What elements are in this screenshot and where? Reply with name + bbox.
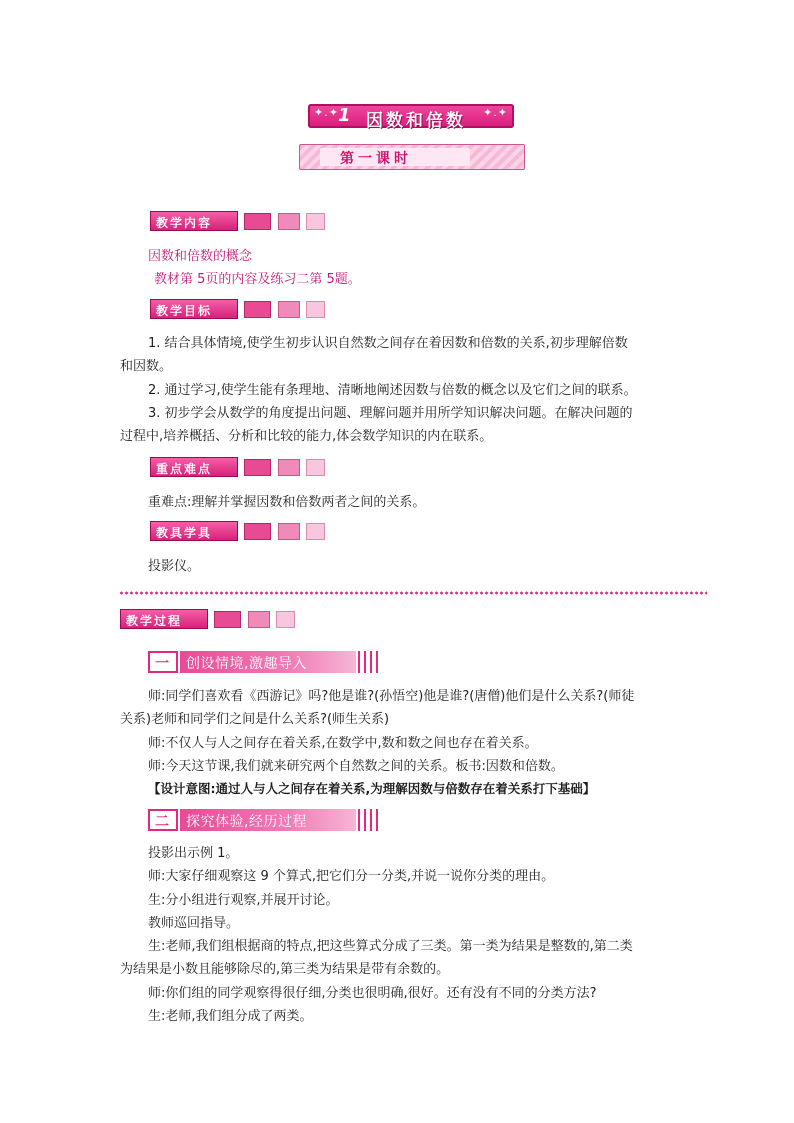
decor-square <box>278 301 300 318</box>
decor-square <box>276 611 295 628</box>
lesson-label: 第一课时 <box>340 151 412 167</box>
step-number: 二 <box>155 814 169 830</box>
step-number-box <box>148 651 178 673</box>
decor-square <box>278 523 300 540</box>
step-title: 探究体验,经历过程 <box>186 814 307 830</box>
step2-line-5a: 生:老师,我们组根据商的特点,把这些算式分成了三类。第一类为结果是整数的,第二类 <box>148 939 633 954</box>
section-header-tools <box>150 521 330 541</box>
lesson-banner <box>299 144 525 170</box>
chapter-number: 1 <box>338 105 351 126</box>
section-title: 重点难点 <box>156 462 213 476</box>
section-header-goals <box>150 299 330 319</box>
section-title: 教具学具 <box>156 526 213 540</box>
content-material: 教材第 5页的内容及练习二第 5题。 <box>154 272 361 287</box>
step2-line-6: 师:你们组的同学观察得很仔细,分类也很明确,很好。还有没有不同的分类方法? <box>148 986 597 1001</box>
section-tag <box>150 211 238 231</box>
stripe-decoration <box>358 651 382 673</box>
step-title: 创设情境,激趣导入 <box>186 656 307 672</box>
star-decoration-icon: ✦.✦ <box>314 106 339 119</box>
step1-para-3: 师:今天这节课,我们就来研究两个自然数之间的关系。板书:因数和倍数。 <box>148 759 564 774</box>
tools-text: 投影仪。 <box>148 559 201 574</box>
content-topic: 因数和倍数的概念 <box>148 249 253 264</box>
step2-line-2: 师:大家仔细观察这 9 个算式,把它们分一分类,并说一说你分类的理由。 <box>148 869 555 884</box>
goal-2: 2. 通过学习,使学生能有条理地、清晰地阐述因数与倍数的概念以及它们之间的联系。 <box>148 383 637 398</box>
step2-line-7: 生:老师,我们组分成了两类。 <box>148 1009 313 1024</box>
chapter-banner <box>308 104 514 131</box>
step-header-2 <box>148 809 378 831</box>
step2-line-1: 投影出示例 1。 <box>148 846 239 861</box>
section-tag <box>120 609 208 629</box>
decor-square <box>244 301 271 318</box>
decor-square <box>306 301 325 318</box>
decor-square <box>306 213 325 230</box>
decor-square <box>248 611 270 628</box>
step-title-bar <box>180 651 356 673</box>
decor-square <box>214 611 241 628</box>
step1-para-1-line-1: 师:同学们喜欢看《西游记》吗?他是谁?(孙悟空)他是谁?(唐僧)他们是什么关系?(师徒 <box>148 689 635 704</box>
section-title: 教学内容 <box>156 216 213 230</box>
section-title: 教学目标 <box>156 304 213 318</box>
decor-square <box>244 523 271 540</box>
key-points-text: 重难点:理解并掌握因数和倍数两者之间的关系。 <box>148 495 426 510</box>
decor-square <box>306 523 325 540</box>
design-intent-note: 【设计意图:通过人与人之间存在着关系,为理解因数与倍数存在着关系打下基础】 <box>148 781 596 796</box>
decor-square <box>244 213 271 230</box>
step1-para-1-line-2: 关系)老师和同学们之间是什么关系?(师生关系) <box>120 712 390 727</box>
star-decoration-icon: ✦.✦ <box>483 106 508 119</box>
dotted-divider <box>119 590 707 596</box>
section-tag <box>150 299 238 319</box>
step1-para-2: 师:不仅人与人之间存在着关系,在数学中,数和数之间也存在着关系。 <box>148 736 538 751</box>
section-header-process <box>120 609 300 629</box>
decor-square <box>306 459 325 476</box>
goal-3-line-2: 过程中,培养概括、分析和比较的能力,体会数学知识的内在联系。 <box>120 429 493 444</box>
section-header-key-points <box>150 457 330 477</box>
stripe-decoration <box>358 809 382 831</box>
goal-1-line-1: 1. 结合具体情境,使学生初步认识自然数之间存在着因数和倍数的关系,初步理解倍数 <box>148 336 628 351</box>
decor-square <box>278 459 300 476</box>
section-tag <box>150 457 238 477</box>
section-tag <box>150 521 238 541</box>
step2-line-4: 教师巡回指导。 <box>148 916 240 931</box>
step-header-1 <box>148 651 378 673</box>
step2-line-3: 生:分小组进行观察,并展开讨论。 <box>148 893 339 908</box>
step-number: 一 <box>155 656 169 672</box>
decor-square <box>278 213 300 230</box>
section-title: 教学过程 <box>126 614 183 628</box>
chapter-title: 因数和倍数 <box>366 111 466 131</box>
decor-square <box>244 459 271 476</box>
goal-1-line-2: 和因数。 <box>120 359 173 374</box>
section-header-content <box>150 211 330 231</box>
goal-3-line-1: 3. 初步学会从数学的角度提出问题、理解问题并用所学知识解决问题。在解决问题的 <box>148 406 633 421</box>
step2-line-5b: 为结果是小数且能够除尽的,第三类为结果是带有余数的。 <box>120 962 450 977</box>
step-title-bar <box>180 809 356 831</box>
step-number-box <box>148 809 178 831</box>
